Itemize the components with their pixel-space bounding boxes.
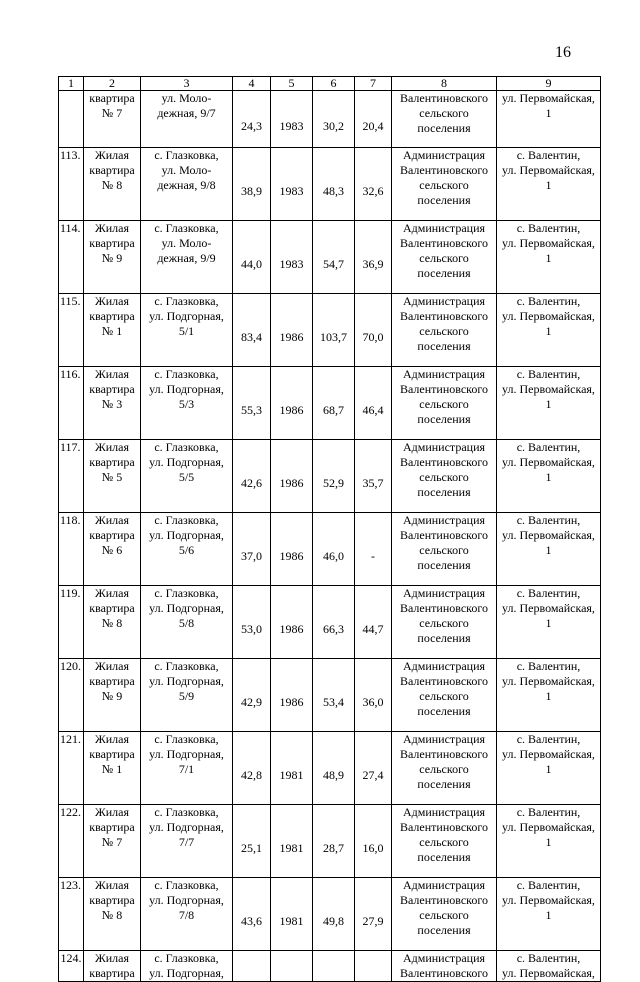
address-cell: с. Глазковка, ул. Подгорная, 5/5 [141,440,233,513]
address-cell: с. Глазковка, ул. Подгорная, 5/3 [141,367,233,440]
value-6-cell: 54,7 [313,221,355,294]
holder-cell: Администрация Валентиновского сельского поселения [392,367,497,440]
holder-cell: Администрация Валентиновского сельского поселения [392,805,497,878]
row-number-cell: 115. [59,294,84,367]
holder-cell: Администрация Валентиновского сельского поселения [392,440,497,513]
header-cell: 4 [233,77,271,91]
object-name-cell: квартира № 7 [84,91,141,148]
value-6-cell: 30,2 [313,91,355,148]
year-cell: 1986 [271,367,313,440]
property-registry-table [58,76,601,982]
address-cell: с. Глазковка, ул. Подгорная, 7/8 [141,878,233,951]
year-cell: 1981 [271,878,313,951]
value-7-cell: 27,9 [355,878,392,951]
location-cell: с. Валентин, ул. Первомайская, 1 [497,732,601,805]
table-row [59,440,601,513]
row-number-cell: 119. [59,586,84,659]
row-number-cell: 122. [59,805,84,878]
object-name-cell: Жилая квартира № 9 [84,221,141,294]
holder-cell: Администрация Валентиновского сельского поселения [392,732,497,805]
year-cell: 1986 [271,586,313,659]
area-cell [233,951,271,982]
value-6-cell: 49,8 [313,878,355,951]
area-cell: 37,0 [233,513,271,586]
row-number-cell: 124. [59,951,84,982]
value-7-cell: 27,4 [355,732,392,805]
address-cell: с. Глазковка, ул. Моло- дежная, 9/8 [141,148,233,221]
holder-cell: Администрация Валентиновского сельского поселения [392,586,497,659]
table-row [59,148,601,221]
location-cell: с. Валентин, ул. Первомайская, 1 [497,805,601,878]
row-number-cell: 116. [59,367,84,440]
holder-cell: Администрация Валентиновского сельского поселения [392,294,497,367]
continued-table-row [59,91,601,148]
area-cell: 25,1 [233,805,271,878]
year-cell [271,951,313,982]
object-name-cell: Жилая квартира № 8 [84,586,141,659]
row-number-cell [59,91,84,148]
object-name-cell: Жилая квартира № 8 [84,878,141,951]
value-7-cell: 20,4 [355,91,392,148]
value-7-cell: 44,7 [355,586,392,659]
value-6-cell: 68,7 [313,367,355,440]
table-row [59,294,601,367]
area-cell: 53,0 [233,586,271,659]
value-7-cell: 35,7 [355,440,392,513]
header-cell: 6 [313,77,355,91]
table-row [59,732,601,805]
location-cell: с. Валентин, ул. Первомайская, 1 [497,878,601,951]
address-cell: с. Глазковка, ул. Подгорная, 7/7 [141,805,233,878]
value-7-cell: 36,9 [355,221,392,294]
table-row [59,513,601,586]
value-7-cell: 16,0 [355,805,392,878]
header-cell: 3 [141,77,233,91]
holder-cell: Валентиновского сельского поселения [392,91,497,148]
area-cell: 55,3 [233,367,271,440]
column-number-header [59,77,601,91]
value-7-cell: 32,6 [355,148,392,221]
year-cell: 1983 [271,221,313,294]
area-cell: 42,9 [233,659,271,732]
location-cell: с. Валентин, ул. Первомайская, 1 [497,440,601,513]
table-row [59,221,601,294]
table-row [59,659,601,732]
holder-cell: Администрация Валентиновского сельского поселения [392,221,497,294]
value-7-cell: 70,0 [355,294,392,367]
area-cell: 44,0 [233,221,271,294]
location-cell: ул. Первомайская, 1 [497,91,601,148]
location-cell: с. Валентин, ул. Первомайская, 1 [497,148,601,221]
area-cell: 43,6 [233,878,271,951]
address-cell: с. Глазковка, ул. Подгорная, [141,951,233,982]
area-cell: 42,6 [233,440,271,513]
header-cell: 1 [59,77,84,91]
address-cell: с. Глазковка, ул. Подгорная, 5/6 [141,513,233,586]
year-cell: 1986 [271,513,313,586]
year-cell: 1981 [271,805,313,878]
holder-cell: Администрация Валентиновского [392,951,497,982]
location-cell: с. Валентин, ул. Первомайская, 1 [497,367,601,440]
row-number-cell: 114. [59,221,84,294]
location-cell: с. Валентин, ул. Первомайская, 1 [497,221,601,294]
year-cell: 1986 [271,659,313,732]
header-cell: 5 [271,77,313,91]
object-name-cell: Жилая квартира № 9 [84,659,141,732]
holder-cell: Администрация Валентиновского сельского поселения [392,148,497,221]
header-cell: 9 [497,77,601,91]
year-cell: 1986 [271,440,313,513]
table-row [59,805,601,878]
area-cell: 24,3 [233,91,271,148]
location-cell: с. Валентин, ул. Первомайская, 1 [497,294,601,367]
year-cell: 1981 [271,732,313,805]
header-cell: 8 [392,77,497,91]
holder-cell: Администрация Валентиновского сельского поселения [392,878,497,951]
value-6-cell: 48,9 [313,732,355,805]
object-name-cell: Жилая квартира № 5 [84,440,141,513]
area-cell: 38,9 [233,148,271,221]
holder-cell: Администрация Валентиновского сельского поселения [392,659,497,732]
value-7-cell: - [355,513,392,586]
area-cell: 42,8 [233,732,271,805]
year-cell: 1983 [271,91,313,148]
value-6-cell: 28,7 [313,805,355,878]
table-row [59,586,601,659]
value-6-cell: 48,3 [313,148,355,221]
page-number: 16 [555,44,571,61]
row-number-cell: 120. [59,659,84,732]
object-name-cell: Жилая квартира № 7 [84,805,141,878]
location-cell: с. Валентин, ул. Первомайская, 1 [497,659,601,732]
value-6-cell [313,951,355,982]
area-cell: 83,4 [233,294,271,367]
object-name-cell: Жилая квартира [84,951,141,982]
value-7-cell: 46,4 [355,367,392,440]
year-cell: 1986 [271,294,313,367]
row-number-cell: 121. [59,732,84,805]
address-cell: с. Глазковка, ул. Подгорная, 5/8 [141,586,233,659]
row-number-cell: 123. [59,878,84,951]
address-cell: с. Глазковка, ул. Подгорная, 7/1 [141,732,233,805]
address-cell: с. Глазковка, ул. Моло- дежная, 9/9 [141,221,233,294]
row-number-cell: 113. [59,148,84,221]
table-row [59,878,601,951]
row-number-cell: 118. [59,513,84,586]
value-6-cell: 52,9 [313,440,355,513]
year-cell: 1983 [271,148,313,221]
row-number-cell: 117. [59,440,84,513]
table-row [59,367,601,440]
address-cell: с. Глазковка, ул. Подгорная, 5/1 [141,294,233,367]
header-cell: 2 [84,77,141,91]
header-cell: 7 [355,77,392,91]
value-6-cell: 46,0 [313,513,355,586]
address-cell: ул. Моло- дежная, 9/7 [141,91,233,148]
location-cell: с. Валентин, ул. Первомайская, 1 [497,513,601,586]
value-6-cell: 53,4 [313,659,355,732]
location-cell: с. Валентин, ул. Первомайская, [497,951,601,982]
holder-cell: Администрация Валентиновского сельского поселения [392,513,497,586]
object-name-cell: Жилая квартира № 1 [84,732,141,805]
value-6-cell: 66,3 [313,586,355,659]
object-name-cell: Жилая квартира № 1 [84,294,141,367]
value-7-cell [355,951,392,982]
object-name-cell: Жилая квартира № 6 [84,513,141,586]
table-row [59,951,601,982]
address-cell: с. Глазковка, ул. Подгорная, 5/9 [141,659,233,732]
object-name-cell: Жилая квартира № 8 [84,148,141,221]
object-name-cell: Жилая квартира № 3 [84,367,141,440]
value-7-cell: 36,0 [355,659,392,732]
location-cell: с. Валентин, ул. Первомайская, 1 [497,586,601,659]
value-6-cell: 103,7 [313,294,355,367]
